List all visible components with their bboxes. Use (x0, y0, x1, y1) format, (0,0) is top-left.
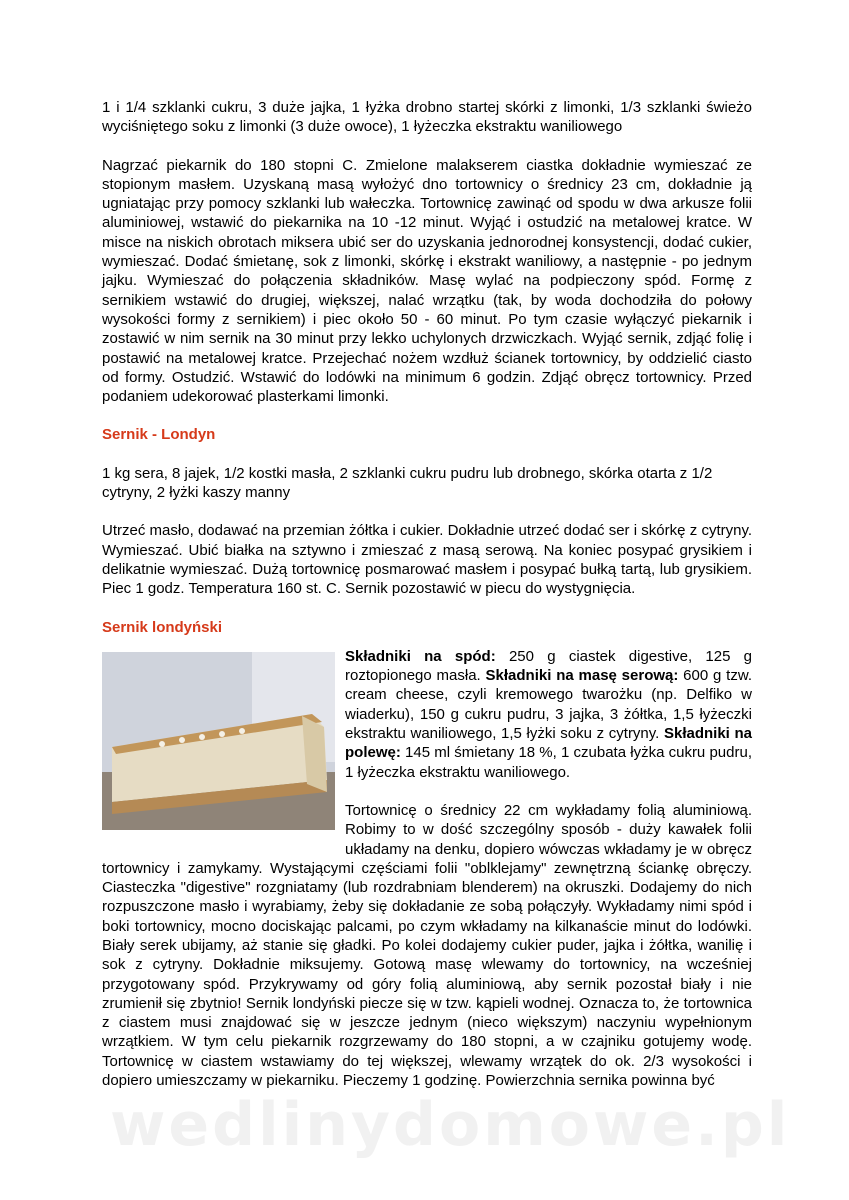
ingredients-cheese: 600 g tzw. cream cheese, czyli kremowego twarożku (np. Delfiko w wiaderku), 150 g cukru pudru, 3 jajka, 3 żółtka, 1,5 łyżeczki ekstraktu waniliowego, 1,5 łyżki soku z cytryny. (345, 667, 753, 743)
recipe-block (102, 647, 752, 1091)
method-paragraph: Utrzeć masło, dodawać na przemian żółtka i cukier. Dokładnie utrzeć dodać ser i skórkę z cytryny. Wymieszać. Ubić białka na sztywno i zmieszać z masą serową. Na koniec posypać grysikiem i delikatnie wymieszać. Dużą tortownicę posmarować masłem i posypać bułką tartą, lub grysikiem. Piec 1 godz. Temperatura 160 st. C. Sernik pozostawić w piecu do wystygnięcia. (102, 522, 752, 598)
label-base: Składniki na spód: (345, 647, 496, 665)
recipe-title: Sernik londyński (102, 618, 223, 636)
method-paragraph: Nagrzać piekarnik do 180 stopni C. Zmielone malakserem ciastka dokładnie wymieszać ze stopionym masłem. Uzyskaną masą wyłożyć dno tortownicy o średnicy 23 cm, dokładnie ją ugniatając przy pomocy szklanki lub wałeczka. Tortownicę zawinąć od spodu w dwa arkusze folii aluminiowej, wstawić do piekarnika na 10 -12 minut. Wyjąć i ostudzić na metalowej kratce. W misce na niskich obrotach miksera ubić ser do uzyskania jednorodnej konsystencji, dodać cukier, wymieszać. Dodać śmietanę, sok z limonki, skórkę i ekstrakt waniliowy, a następnie - po jednym jajku. Wymieszać do połączenia składników. Masę wylać na podpieczony spód. Formę z sernikiem wstawić do drugiej, większej, nalać wrzątku (tak, by woda dochodziła do połowy wysokości formy z sernikiem) i piec około 50 - 60 minut. Po tym czasie wyłączyć piekarnik i zostawić w nim sernik na 30 minut przy lekko uchylonych drzwiczkach. Wyjąć sernik, zdjąć folię i postawić na metalowej kratce. Przejechać nożem wzdłuż ścianek tortownicy, by oddzielić ciasto od formy. Ostudzić. Wstawić do lodówki na minimum 6 godzin. Zdjąć obręcz tortownicy. Przed podaniem udekorować plasterkami limonki. (102, 156, 752, 406)
watermark: wedlinydomowe.pl (110, 1090, 791, 1160)
cheesecake-image (102, 652, 335, 830)
recipe-title: Sernik - Londyn (102, 426, 216, 444)
label-cheese: Składniki na masę serową: (485, 667, 679, 685)
ingredients-paragraph: 1 kg sera, 8 jajek, 1/2 kostki masła, 2 szklanki cukru pudru lub drobnego, skórka otarta z 1/2 cytryny, 2 łyżki kaszy manny (102, 464, 713, 502)
ingredients-base: 250 g ciastek digestive, 125 g roztopionego masła. (345, 647, 753, 685)
ingredients-paragraph: 1 i 1/4 szklanki cukru, 3 duże jajka, 1 łyżka drobno startej skórki z limonki, 1/3 szklanki świeżo wyciśniętego soku z limonki (3 duże owoce), 1 łyżeczka ekstraktu waniliowego (102, 99, 752, 136)
document-page (102, 98, 752, 1090)
method-paragraph: Tortownicę o średnicy 22 cm wykładamy folią aluminiową. Robimy to w dość szczególny sposób - duży kawałek folii układamy na denku, dopiero wówczas wkładamy je w obręcz tortownicy i zamykamy. Wystającymi częściami folii "oblklejamy" zewnętrzną ściankę obręczy. Ciasteczka "digestive" rozgniatamy (lub rozdrabniam blenderem) na okruszki. Dodajemy do nich rozpuszczone masło i wyrabiamy, żeby się dokładanie ze sobą połączyły. Wykładamy nimi spód i boki tortownicy, mocno dociskając palcami, po czym wkładamy na kilkanaście minut do lodówki. Biały serek ubijamy, aż stanie się gładki. Po kolei dodajemy cukier puder, jajka i żółtka, wanilię i sok z cytryny. Dokładnie miksujemy. Gotową masę wlewamy do tortownicy, na wcześniej przygotowany spód. Przykrywamy od góry folią aluminiową, aby sernik pozostał biały i nie zrumienił się zbytnio! Sernik londyński piecze się w tzw. kąpieli wodnej. Oznacza to, że tortownica z ciastem musi znajdować się w jeszcze jednym (nieco większym) naczyniu wypełnionym wrzątkiem. W tym celu piekarnik rozgrzewamy do 180 stopni, a w czajniku gotujemy wodę. Tortownicę w ciastem wstawiamy do tej większej, wlewamy wrzątek do ok. 2/3 wysokości i dopiero umieszczamy w piekarniku. Pieczemy 1 godzinę. Powierzchnia sernika powinna być (102, 801, 752, 1090)
label-topping: Składniki na polewę: (345, 725, 752, 762)
cheesecake-photo (102, 652, 335, 830)
ingredients-topping: 145 ml śmietany 18 %, 1 czubata łyżka cukru pudru, 1 łyżeczka ekstraktu waniliowego. (345, 744, 752, 781)
